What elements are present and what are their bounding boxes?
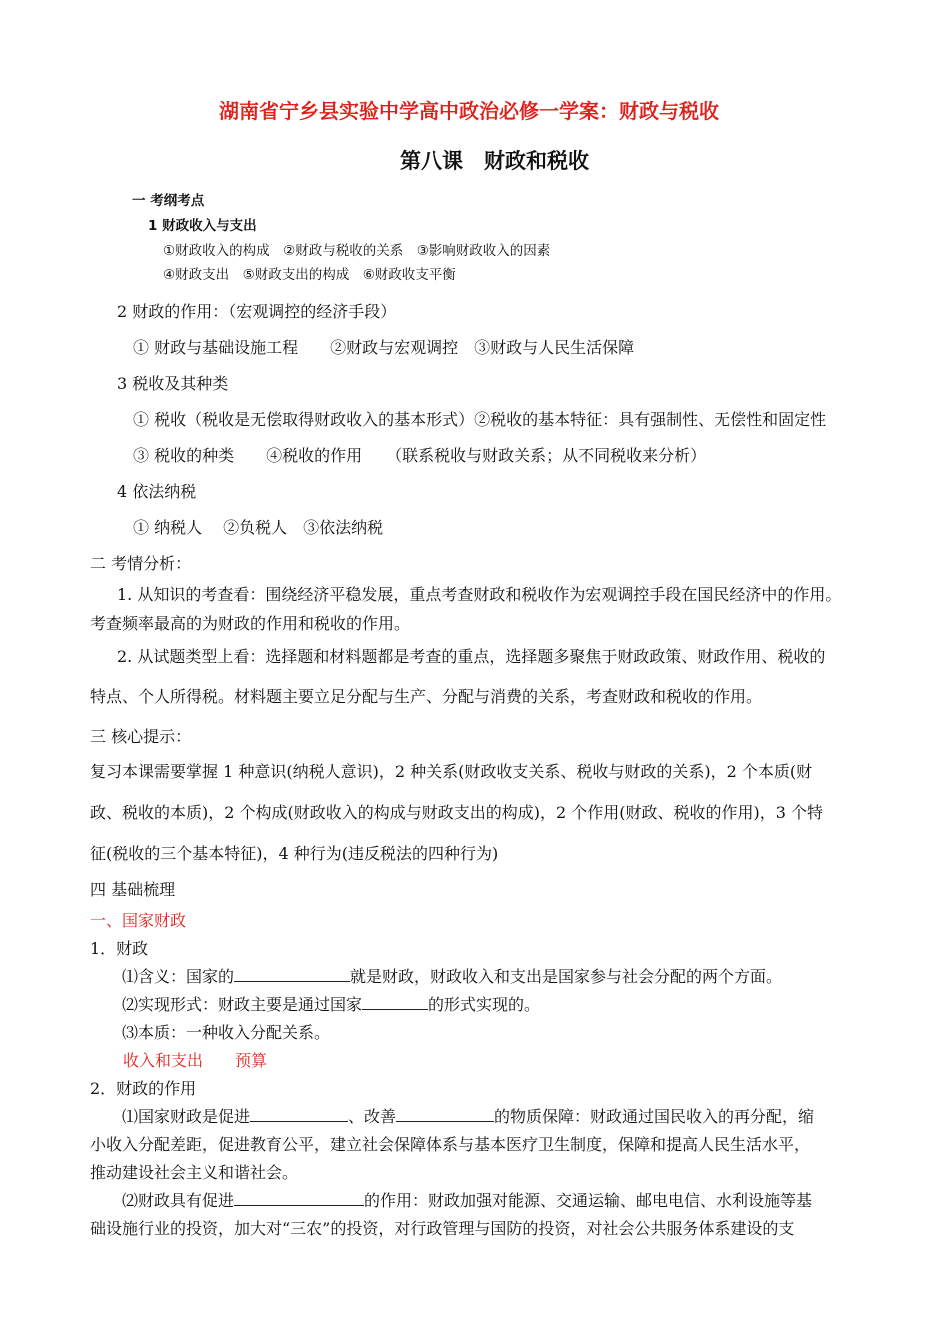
finance-role-2-line-2: 础设施行业的投资，加大对“三农”的投资，对行政管理与国防的投资，对社会公共服务体系建设的支 — [90, 1219, 795, 1238]
finance-definition-text-a: ⑴含义：国家的 — [122, 967, 235, 986]
outline-item-1-sub-2: ④财政支出 ⑤财政支出的构成 ⑥财政收支平衡 — [163, 267, 456, 283]
fill-blank-2[interactable] — [362, 994, 428, 1010]
analysis-paragraph-2-line-2: 特点、个人所得税。材料题主要立足分配与生产、分配与消费的关系，考查财政和税收的作用。 — [90, 687, 763, 706]
finance-role-2-line-1 — [122, 1190, 812, 1212]
finance-role-1-line-3: 推动建设社会主义和谐社会。 — [90, 1163, 299, 1182]
fill-blank-5[interactable] — [234, 1190, 364, 1206]
finance-essence: ⑶本质：一种收入分配关系。 — [122, 1023, 331, 1042]
core-line-1: 复习本课需要掌握 1 种意识(纳税人意识)，2 种关系(财政收支关系、税收与财政的关系)，2 个本质(财 — [90, 762, 813, 781]
finance-role-1-text-b: 、改善 — [348, 1107, 397, 1126]
subsection-finance: 1．财政 — [90, 939, 149, 958]
outline-item-3-sub-1: ① 税收（税收是无偿取得财政收入的基本形式）②税收的基本特征：具有强制性、无偿性和固定性 — [133, 410, 827, 429]
finance-form-text-a: ⑵实现形式：财政主要是通过国家 — [122, 995, 363, 1014]
outline-item-4: 4 依法纳税 — [117, 482, 197, 501]
finance-role-1-text-a: ⑴国家财政是促进 — [122, 1107, 251, 1126]
finance-role-2-text-b: 的作用：财政加强对能源、交通运输、邮电电信、水利设施等基 — [364, 1191, 813, 1210]
fill-blank-3[interactable] — [250, 1106, 348, 1122]
outline-item-1-sub-1: ①财政收入的构成 ②财政与税收的关系 ③影响财政收入的因素 — [163, 243, 551, 259]
finance-definition — [122, 966, 782, 988]
finance-form-text-b: 的形式实现的。 — [428, 995, 541, 1014]
finance-role-2-text-a: ⑵财政具有促进 — [122, 1191, 235, 1210]
analysis-paragraph-2-line-1: 2. 从试题类型上看：选择题和材料题都是考查的重点，选择题多聚焦于财政政策、财政作用、税收的 — [117, 647, 826, 666]
finance-role-1-line-1 — [122, 1106, 814, 1128]
basics-heading: 四 基础梳理 — [90, 880, 176, 899]
subsection-finance-role: 2．财政的作用 — [90, 1079, 197, 1098]
fill-blank-4[interactable] — [396, 1106, 494, 1122]
outline-item-3-sub-2: ③ 税收的种类 ④税收的作用 （联系税收与财政关系；从不同税收来分析） — [133, 446, 707, 465]
outline-item-4-sub: ① 纳税人 ②负税人 ③依法纳税 — [133, 518, 384, 537]
finance-role-1-text-c: 的物质保障：财政通过国民收入的再分配，缩 — [494, 1107, 815, 1126]
outline-item-2: 2 财政的作用：（宏观调控的经济手段） — [117, 302, 397, 321]
answer-key: 收入和支出 预算 — [123, 1051, 268, 1070]
lesson-title: 第八课 财政和税收 — [400, 149, 589, 173]
analysis-paragraph-1-line-1: 1. 从知识的考查看：围绕经济平稳发展，重点考查财政和税收作为宏观调控手段在国民经济中的作用。 — [117, 585, 842, 604]
analysis-paragraph-1-line-2: 考查频率最高的为财政的作用和税收的作用。 — [90, 614, 411, 633]
core-line-2: 政、税收的本质)，2 个构成(财政收入的构成与财政支出的构成)，2 个作用(财政、税收的作用)，3 个特 — [90, 803, 824, 822]
outline-item-3: 3 税收及其种类 — [117, 374, 229, 393]
analysis-heading: 二 考情分析： — [90, 554, 192, 573]
finance-definition-text-b: 就是财政，财政收入和支出是国家参与社会分配的两个方面。 — [350, 967, 783, 986]
outline-item-1: 1 财政收入与支出 — [148, 218, 257, 234]
finance-role-1-line-2: 小收入分配差距，促进教育公平，建立社会保障体系与基本医疗卫生制度，保障和提高人民生活水平， — [90, 1135, 811, 1154]
outline-item-2-sub: ① 财政与基础设施工程 ②财政与宏观调控 ③财政与人民生活保障 — [133, 338, 635, 357]
document-title: 湖南省宁乡县实验中学高中政治必修一学案：财政与税收 — [219, 99, 719, 123]
core-heading: 三 核心提示： — [90, 727, 192, 746]
core-line-3: 征(税收的三个基本特征)，4 种行为(违反税法的四种行为) — [90, 844, 499, 863]
section-heading-national-finance: 一、国家财政 — [90, 911, 187, 930]
outline-heading: 一 考纲考点 — [132, 193, 205, 209]
finance-form — [122, 994, 540, 1016]
fill-blank-1[interactable] — [234, 966, 350, 982]
